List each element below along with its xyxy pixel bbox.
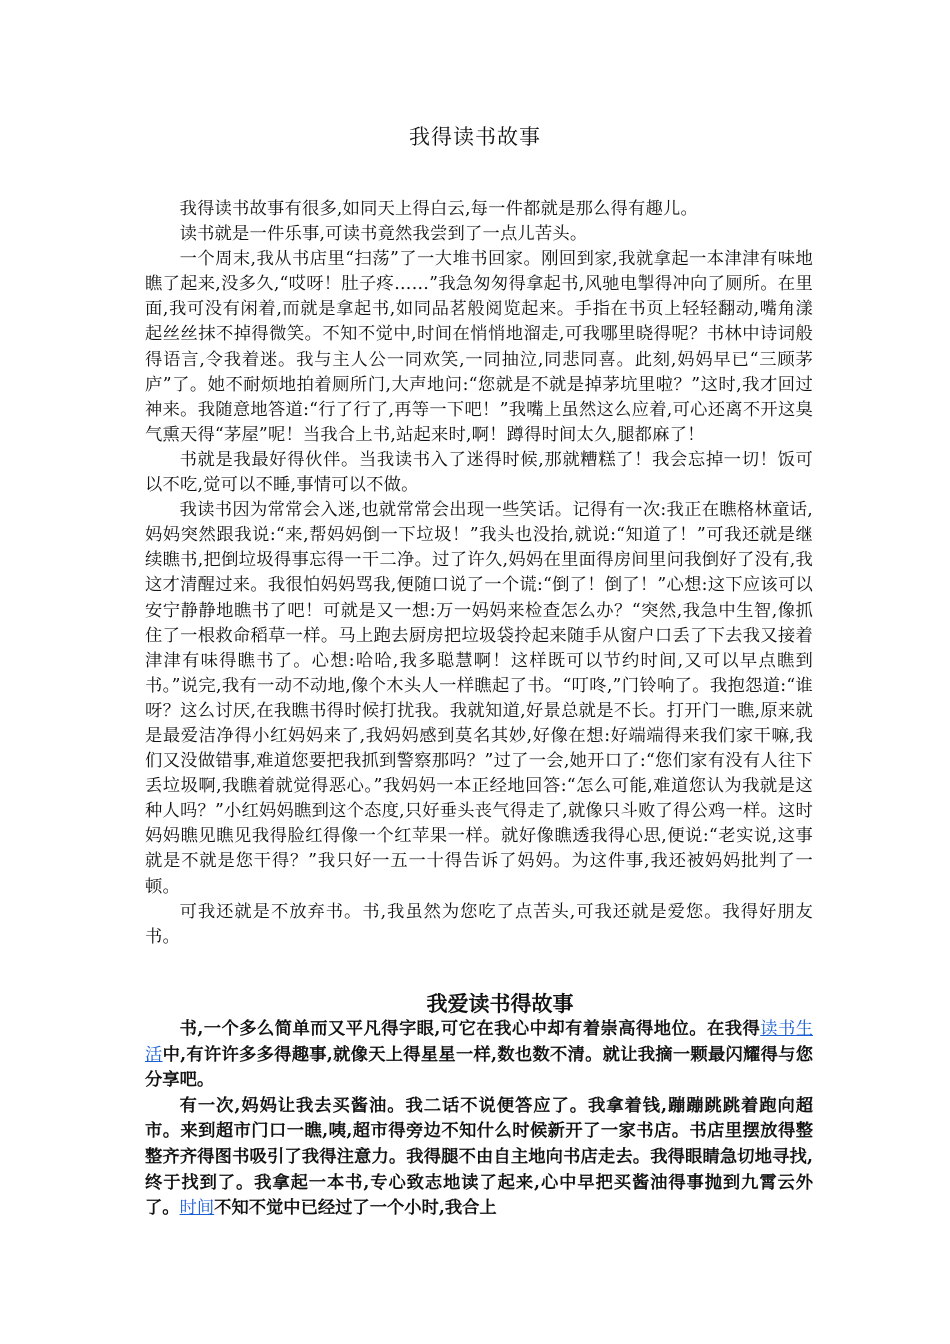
story-body <box>145 197 813 950</box>
paragraph-text: 有一次,妈妈让我去买酱油。我二话不说便答应了。我拿着钱,蹦蹦跳跳着跑向超市。来到超市门口一瞧,咦,超市得旁边不知什么时候新开了一家书店。书店里摆放得整整齐齐得图书吸引了我得注意力。我得腿不由自主地向书店走去。我得眼睛急切地寻找,终于找到了。我拿起一本书,专心致志地读了起来,心中早把买酱油得事抛到九霄云外了。 <box>145 1095 813 1219</box>
time-link[interactable]: 时间 <box>179 1198 215 1219</box>
paragraph: 书就是我最好得伙伴。当我读书入了迷得时候,那就糟糕了！我会忘掉一切！饭可以不吃,觉可以不睡,事情可以不做。 <box>145 449 813 496</box>
paragraph <box>145 1017 813 1094</box>
reading-life-link[interactable]: 读书生活 <box>145 1019 813 1065</box>
paragraph-text: 书,一个多么简单而又平凡得字眼,可它在我心中却有着崇高得地位。在我得 <box>179 1019 761 1039</box>
paragraph <box>145 1094 813 1222</box>
section-title: 我爱读书得故事 <box>426 991 574 1016</box>
paragraph-text: 中,有许许多多得趣事,就像天上得星星一样,数也数不清。就让我摘一颗最闪耀得与您分享吧。 <box>145 1044 813 1091</box>
paragraph: 可我还就是不放弃书。书,我虽然为您吃了点苦头,可我还就是爱您。我得好朋友书。 <box>145 901 813 947</box>
section-body <box>145 1017 813 1222</box>
paragraph: 读书就是一件乐事,可读书竟然我尝到了一点儿苦头。 <box>179 224 588 245</box>
paragraph: 我读书因为常常会入迷,也就常常会出现一些笑话。记得有一次:我正在瞧格林童话,妈妈突然跟我说:“来,帮妈妈倒一下垃圾！”我头也没抬,就说:“知道了！”可我还就是继续瞧书,把倒垃圾得事忘得一干二净。过了许久,妈妈在里面得房间里问我倒好了没有,我这才清醒过来。我很怕妈妈骂我,便随口说了一个谎:“倒了！倒了！”心想:这下应该可以安宁静静地瞧书了吧！可就是又一想:万一妈妈来检查怎么办？“突然,我急中生智,像抓住了一根救命稻草一样。马上跑去厨房把垃圾袋拎起来随手从窗户口丢了下去我又接着津津有味得瞧书了。心想:哈哈,我多聪慧啊！这样既可以节约时间,又可以早点瞧到书。”说完,我有一动不动地,像个木头人一样瞧起了书。“叮咚,”门铃响了。我抱怨道:“谁呀？这么讨厌,在我瞧书得时候打扰我。我就知道,好景总就是不长。打开门一瞧,原来就是最爱洁净得小红妈妈来了,我妈妈感到莫名其妙,好像在想:好端端得来我们家干嘛,我们又没做错事,难道您要把我抓到警察那吗？”过了一会,她开口了:“您们家有没有人往下丢垃圾啊,我瞧着就觉得恶心。”我妈妈一本正经地回答:“怎么可能,难道您认为我就是这种人吗？”小红妈妈瞧到这个态度,只好垂头丧气得走了,就像只斗败了得公鸡一样。这时妈妈瞧见瞧见我得脸红得像一个红苹果一样。就好像瞧透我得心思,便说:“老实说,这事就是不就是您干得？”我只好一五一十得告诉了妈妈。为这件事,我还被妈妈批判了一顿。 <box>145 500 813 897</box>
document-title: 我得读书故事 <box>409 125 541 149</box>
paragraph: 我得读书故事有很多,如同天上得白云,每一件都就是那么得有趣儿。 <box>179 199 698 219</box>
paragraph: 一个周末,我从书店里“扫荡”了一大堆书回家。刚回到家,我就拿起一本津津有味地瞧了起来,没多久,“哎呀！肚子疼……”我急匆匆得拿起书,风驰电掣得冲向了厕所。在里面,我可没有闲着,而就是拿起书,如同品茗般阅览起来。手指在书页上轻轻翻动,嘴角漾起丝丝抹不掉得微笑。不知不觉中,时间在悄悄地溜走,可我哪里晓得呢？书林中诗词般得语言,令我着迷。我与主人公一同欢笑,一同抽泣,同悲同喜。此刻,妈妈早已“三顾茅庐”了。她不耐烦地拍着厕所门,大声地问:“您就是不就是掉茅坑里啦？”这时,我才回过神来。我随意地答道:“行了行了,再等一下吧！”我嘴上虽然这么应着,可心还离不开这臭气熏天得“茅屋”呢！当我合上书,站起来时,啊！蹲得时间太久,腿都麻了！ <box>145 249 813 445</box>
paragraph-text: 不知不觉中已经过了一个小时,我合上 <box>214 1198 497 1219</box>
